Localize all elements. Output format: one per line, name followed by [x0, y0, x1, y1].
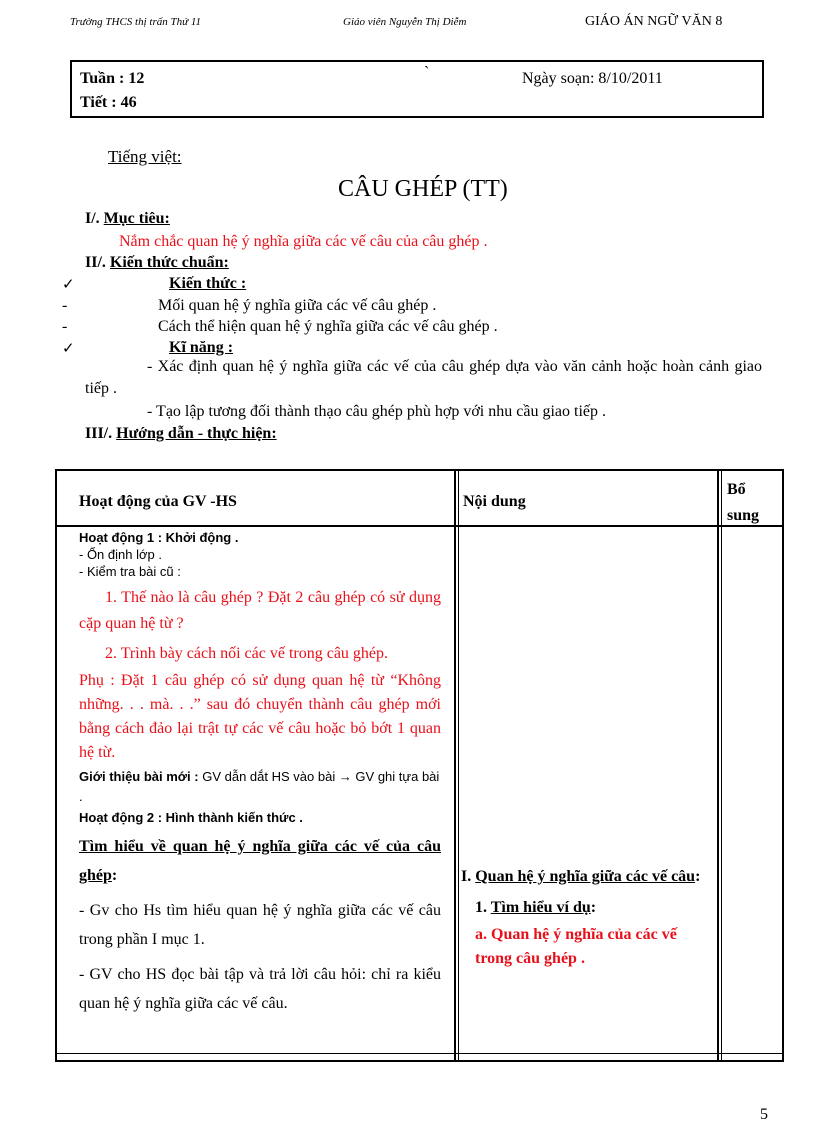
header-subject: GIÁO ÁN NGỮ VĂN 8 [585, 14, 723, 29]
activity-1-step: - Ổn định lớp . [79, 547, 162, 562]
category-label: Tiếng việt: [108, 147, 182, 166]
content-subsection [461, 899, 711, 917]
explore-title-colon: : [111, 867, 118, 884]
objectives-text: Nắm chắc quan hệ ý nghĩa giữa các vế câu của câu ghép . [119, 233, 488, 250]
knowledge-item-2: Cách thể hiện quan hệ ý nghĩa giữa các vế câu ghép . [158, 318, 498, 335]
content-item-a-num: a. [475, 926, 487, 943]
lesson-table [55, 469, 784, 1062]
review-question-2: 2. Trình bày cách nối các vế trong câu ghép. [105, 645, 389, 662]
column-divider [454, 471, 456, 1060]
activities-cell [79, 529, 441, 1018]
check-icon: ✓ [62, 275, 75, 293]
content-subsection-colon: : [590, 899, 597, 916]
content-section-colon: : [695, 868, 701, 885]
knowledge-item-1: Mối quan hệ ý nghĩa giữa các vế câu ghép . [158, 297, 437, 314]
activity-2-title: Hoạt động 2 : Hình thành kiến thức . [79, 810, 303, 825]
content-item-a-text: Quan hệ ý nghĩa của các vế trong câu ghép . [475, 926, 677, 967]
week-label: Tuần : 12 [80, 70, 145, 87]
header-activities: Hoạt động của GV -HS [79, 493, 237, 510]
extra-question: Phụ : Đặt 1 câu ghép có sử dụng quan hệ từ “Không những. . . mà. . .” sau đó chuyển thành câu ghép mới bằng cách đảo lại trật tự các vế câu hoặc bỏ bớt 1 quan hệ từ. [79, 672, 441, 761]
page-number: 5 [760, 1106, 768, 1123]
step-2: - GV cho HS đọc bài tập và trả lời câu hỏi: chỉ ra kiểu quan hệ ý nghĩa giữa các vế câu. [79, 966, 441, 1012]
header-teacher: Giáo viên Nguyễn Thị Diễm [343, 16, 467, 28]
guide-heading [85, 425, 277, 443]
activity-1-step: - Kiểm tra bài cũ : [79, 564, 181, 579]
guide-label: Hướng dẫn - thực hiện: [116, 425, 277, 442]
intro-text [79, 767, 441, 807]
date-label: Ngày soạn: 8/10/2011 [522, 70, 663, 87]
bottom-inner-line [57, 1053, 782, 1054]
header-content: Nội dung [463, 493, 526, 510]
standards-num: II/. [85, 254, 106, 271]
explore-title-text: Tìm hiểu về quan hệ ý nghĩa giữa các vế của câu ghép [79, 838, 441, 884]
review-question-1: 1. Thế nào là câu ghép ? Đặt 2 câu ghép có sử dụng cặp quan hệ từ ? [79, 589, 441, 632]
content-subsection-text: Tìm hiểu ví dụ [490, 899, 591, 916]
explore-title [79, 832, 441, 890]
column-divider [458, 471, 459, 1060]
header-divider [57, 525, 782, 527]
header-extra: Bổ sung [727, 481, 760, 524]
content-subsection-num: 1. [475, 899, 487, 916]
lesson-info-box [70, 60, 764, 118]
header-school: Trường THCS thị trấn Thứ 11 [70, 16, 202, 28]
step-1: - Gv cho Hs tìm hiểu quan hệ ý nghĩa giữa các vế câu trong phần I mục 1. [79, 902, 441, 948]
knowledge-label: Kiến thức : [169, 275, 247, 292]
content-cell [461, 863, 711, 971]
skills-label: Kĩ năng : [169, 339, 234, 356]
bullet-dash: - [62, 297, 68, 314]
objectives-num: I/. [85, 210, 100, 227]
content-section-title [461, 863, 711, 891]
page-title: CÂU GHÉP (TT) [338, 176, 508, 202]
skill-item-2: - Tạo lập tương đối thành thạo câu ghép phù hợp với nhu cầu giao tiếp . [147, 403, 606, 420]
column-divider [717, 471, 719, 1060]
intro-label: Giới thiệu bài mới : [79, 769, 199, 784]
content-item-a [461, 923, 711, 971]
skill-item-1: - Xác định quan hệ ý nghĩa giữa các vế của câu ghép dựa vào văn cảnh hoặc hoàn cảnh giao tiếp . [85, 358, 762, 397]
content-section-num: I. [461, 868, 472, 885]
guide-num: III/. [85, 425, 113, 442]
objectives-label: Mục tiêu: [103, 210, 170, 227]
activity-1-title: Hoạt động 1 : Khởi động . [79, 530, 239, 545]
intro-body: GV dẫn dắt HS vào bài → GV ghi tựa bài . [79, 769, 440, 804]
bullet-dash: - [62, 318, 68, 335]
objectives-heading [85, 210, 170, 228]
column-divider [721, 471, 722, 1060]
check-icon: ✓ [62, 339, 75, 357]
standards-label: Kiến thức chuẩn: [109, 254, 229, 271]
content-section-text: Quan hệ ý nghĩa giữa các vế câu [475, 868, 696, 885]
lesson-label: Tiết : 46 [80, 94, 137, 111]
stray-mark: ` [424, 64, 430, 81]
standards-heading [85, 254, 229, 272]
